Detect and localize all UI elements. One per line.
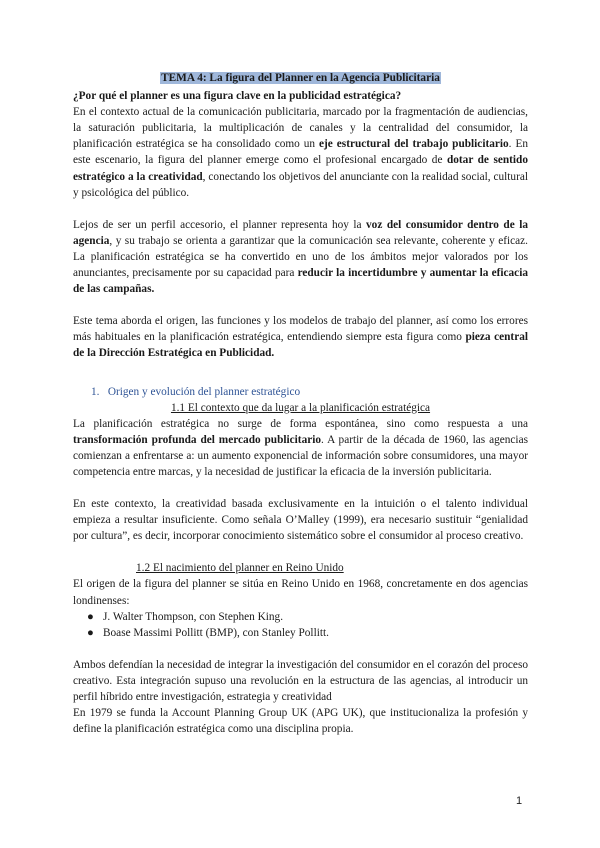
bold-run: eje estructural del trabajo publicitario — [319, 138, 509, 151]
document-title: TEMA 4: La figura del Planner en la Agencia Publicitaria — [161, 72, 440, 84]
subsection-1-1-paragraph-1 — [73, 416, 528, 480]
section-1-heading — [73, 384, 528, 400]
subsection-1-2-paragraph-2: Ambos defendían la necesidad de integrar la investigación del consumidor en el corazón del proceso creativo. Esta integración supuso una revolución en la estructura de las agencias, al introducir un perfil híbrido entre investigación, estrategia y creatividad — [73, 658, 528, 703]
text-run: En el contexto actual de la comunicación publicitaria, marcado por la fragmentación de audiencias, la saturación publicitaria, la multiplicación de canales y la centralidad del consumidor, la planificación estratégica se ha consolidado como un — [73, 106, 528, 151]
document-page — [73, 70, 528, 737]
page-number: 1 — [516, 795, 523, 807]
list-item — [73, 609, 528, 625]
text-run: . A partir de la década de 1960, las agencias comienzan a enfrentarse a: un aumento exponencial de información sobre consumidores, una mayor competencia entre marcas, y la necesidad de justificar la eficacia de la inversión publicitaria. — [73, 433, 528, 478]
title-block — [73, 70, 528, 86]
bold-run: reducir la incertidumbre y aumentar la eficacia de las campañas. — [73, 267, 528, 296]
text-run: La planificación estratégica no surge de forma espontánea, sino como respuesta a una — [73, 417, 528, 430]
section-1-title: Origen y evolución del planner estratégico — [107, 385, 301, 398]
intro-paragraph-2 — [73, 217, 528, 297]
bold-run: pieza central de la Dirección Estratégica en Publicidad. — [73, 331, 528, 360]
bold-run: dotar de sentido estratégico a la creatividad — [73, 154, 528, 183]
subsection-1-2-paragraph-3: En 1979 se funda la Account Planning Group UK (APG UK), que institucionaliza la profesión y define la planificación estratégica como una disciplina propia. — [73, 707, 528, 736]
text-run: , conectando los objetivos del anunciante con la realidad social, cultural y psicológica del público. — [73, 170, 528, 199]
subsection-1-2-paragraph-1: El origen de la figura del planner se sitúa en Reino Unido en 1968, concretamente en dos agencias londinenses: — [73, 578, 528, 607]
list-item — [73, 625, 528, 641]
subsection-1-2-heading: 1.2 El nacimiento del planner en Reino Unido — [136, 562, 344, 575]
text-run: Este tema aborda el origen, las funciones y los modelos de trabajo del planner, así como los errores más habituales en la planificación estratégica, entendiendo siempre esta figura como — [73, 315, 528, 344]
key-question: ¿Por qué el planner es una figura clave en la publicidad estratégica? — [73, 90, 402, 103]
intro-paragraph-1 — [73, 104, 528, 201]
text-run: . En este escenario, la figura del planner emerge como el profesional encargado de — [73, 138, 529, 167]
subsection-1-1-paragraph-2: En este contexto, la creatividad basada exclusivamente en la intuición o el talento individual empieza a resultar insuficiente. Como señala O’Malley (1999), era necesario sustituir “genialidad por cultura”, es decir, incorporar conocimiento sistemático sobre el consumidor al proceso creativo. — [73, 498, 528, 543]
bullet-icon: ● — [87, 610, 94, 623]
section-1-number: 1. — [91, 385, 100, 398]
text-run: Lejos de ser un perfil accesorio, el planner representa hoy la — [73, 218, 367, 231]
subsection-1-1-heading: 1.1 El contexto que da lugar a la planificación estratégica — [170, 401, 431, 414]
bold-run: voz del consumidor dentro de la agencia — [73, 218, 528, 247]
list-item-text: J. Walter Thompson, con Stephen King. — [103, 610, 284, 623]
bullet-icon: ● — [87, 626, 94, 639]
bold-run: transformación profunda del mercado publicitario — [73, 433, 322, 446]
agency-list — [73, 609, 528, 641]
list-item-text: Boase Massimi Pollitt (BMP), con Stanley Pollitt. — [103, 626, 329, 639]
intro-paragraph-3 — [73, 313, 528, 361]
text-run: , y su trabajo se orienta a garantizar que la comunicación sea relevante, coherente y eficaz. La planificación estratégica se ha convertido en uno de los ámbitos mejor valorados por los anunciantes, precisamente por su capacidad para — [73, 234, 528, 280]
